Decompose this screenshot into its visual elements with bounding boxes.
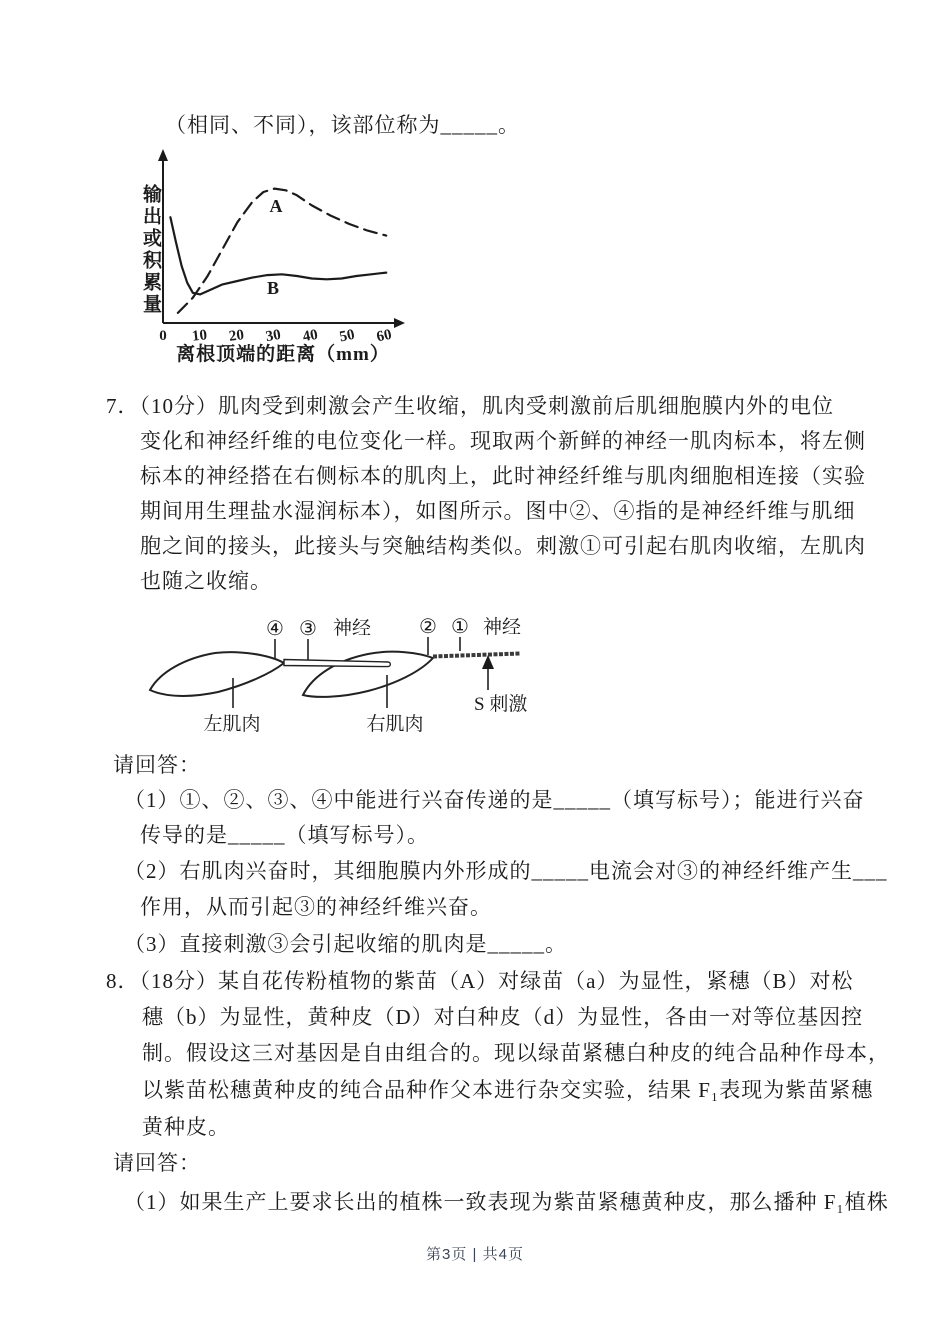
x-tick-20: 20 (228, 327, 245, 345)
curve-a-label: A (269, 196, 283, 216)
q7-line-4: 期间用生理盐水湿润标本），如图所示。图中②、④指的是神经纤维与肌细 (140, 499, 856, 523)
stimulus-label: S 刺激 (474, 694, 528, 715)
x-tick-50: 50 (338, 326, 357, 346)
nerve-muscle-diagram (128, 598, 568, 746)
q8-line-1: 8．（18分）某自花传粉植物的紫苗（A）对绿苗（a）为显性，紧穗（B）对松 (106, 969, 854, 993)
q7-line-1: 7．（10分）肌肉受到刺激会产生收缩，肌肉受刺激前后肌细胞膜内外的电位 (106, 394, 834, 418)
x-axis-arrow (394, 318, 405, 328)
x-tick-60: 60 (375, 326, 394, 346)
y-axis-label: 输出或积累量 (140, 184, 161, 316)
q8-line-3: 制。假设这三对基因是自由组合的。现以绿苗紧穗白种皮的纯合品种作母本， (142, 1041, 890, 1065)
x-tick-0: 0 (159, 328, 167, 344)
q7-answer-prompt: 请回答： (113, 753, 201, 777)
right-muscle-label: 右肌肉 (366, 714, 424, 735)
q7-sub3-line: （3）直接刺激③会引起收缩的肌肉是_____。 (124, 932, 567, 956)
right-muscle-shape (303, 652, 433, 697)
q8-line-4: 以紫苗松穗黄种皮的纯合品种作父本进行杂交实验，结果 F₁表现为紫苗紧穗 (142, 1078, 874, 1102)
chart-canvas (128, 148, 448, 383)
marker-1: ① (451, 616, 469, 638)
q7-line-5: 胞之间的接头，此接头与突触结构类似。刺激①可引起右肌肉收缩，左肌肉 (140, 534, 866, 558)
x-tick-40: 40 (301, 326, 320, 346)
diagram-canvas (128, 598, 568, 746)
question6-tail-line: （相同、不同），该部位称为_____。 (165, 113, 520, 137)
root-distance-chart (128, 148, 448, 383)
q7-line-3: 标本的神经搭在右侧标本的肌肉上，此时神经纤维与肌肉细胞相连接（实验 (140, 464, 866, 488)
q8-answer-prompt: 请回答： (113, 1151, 201, 1175)
right-nerve (433, 654, 520, 657)
x-tick-10: 10 (191, 327, 208, 345)
q7-line-2: 变化和神经纤维的电位变化一样。现取两个新鲜的神经一肌肉标本，将左侧 (140, 429, 866, 453)
x-axis-label: 离根顶端的距离（mm） (176, 344, 390, 365)
q7-sub2-line-2: 作用，从而引起③的神经纤维兴奋。 (140, 895, 492, 919)
q8-sub1-line: （1）如果生产上要求长出的植株一致表现为紫苗紧穗黄种皮，那么播种 F₁植株 (124, 1190, 889, 1214)
marker-4: ④ (266, 618, 284, 640)
q7-sub1-line-2: 传导的是_____（填写标号）。 (140, 823, 429, 847)
left-muscle-shape (150, 652, 284, 696)
y-axis-arrow (158, 149, 168, 161)
nerve-label-right: 神经 (483, 617, 522, 638)
curve-b-label: B (266, 278, 280, 298)
q7-line-6: 也随之收缩。 (140, 569, 272, 593)
nerve-label-left: 神经 (333, 618, 372, 639)
q7-sub2-line-1: （2）右肌肉兴奋时，其细胞膜内外形成的_____电流会对③的神经纤维产生___ (124, 859, 888, 883)
left-muscle-label: 左肌肉 (203, 714, 261, 735)
stimulus-arrowhead (482, 655, 494, 669)
q8-line-5: 黄种皮。 (142, 1115, 230, 1139)
page-number-footer: 第3页 | 共4页 (426, 1246, 524, 1263)
x-tick-30: 30 (264, 326, 283, 346)
marker-2: ② (419, 616, 437, 638)
marker-3: ③ (299, 618, 317, 640)
q8-line-2: 穗（b）为显性，黄种皮（D）对白种皮（d）为显性，各由一对等位基因控 (142, 1005, 864, 1029)
q7-sub1-line-1: （1）①、②、③、④中能进行兴奋传递的是_____（填写标号）；能进行兴奋 (124, 788, 865, 812)
